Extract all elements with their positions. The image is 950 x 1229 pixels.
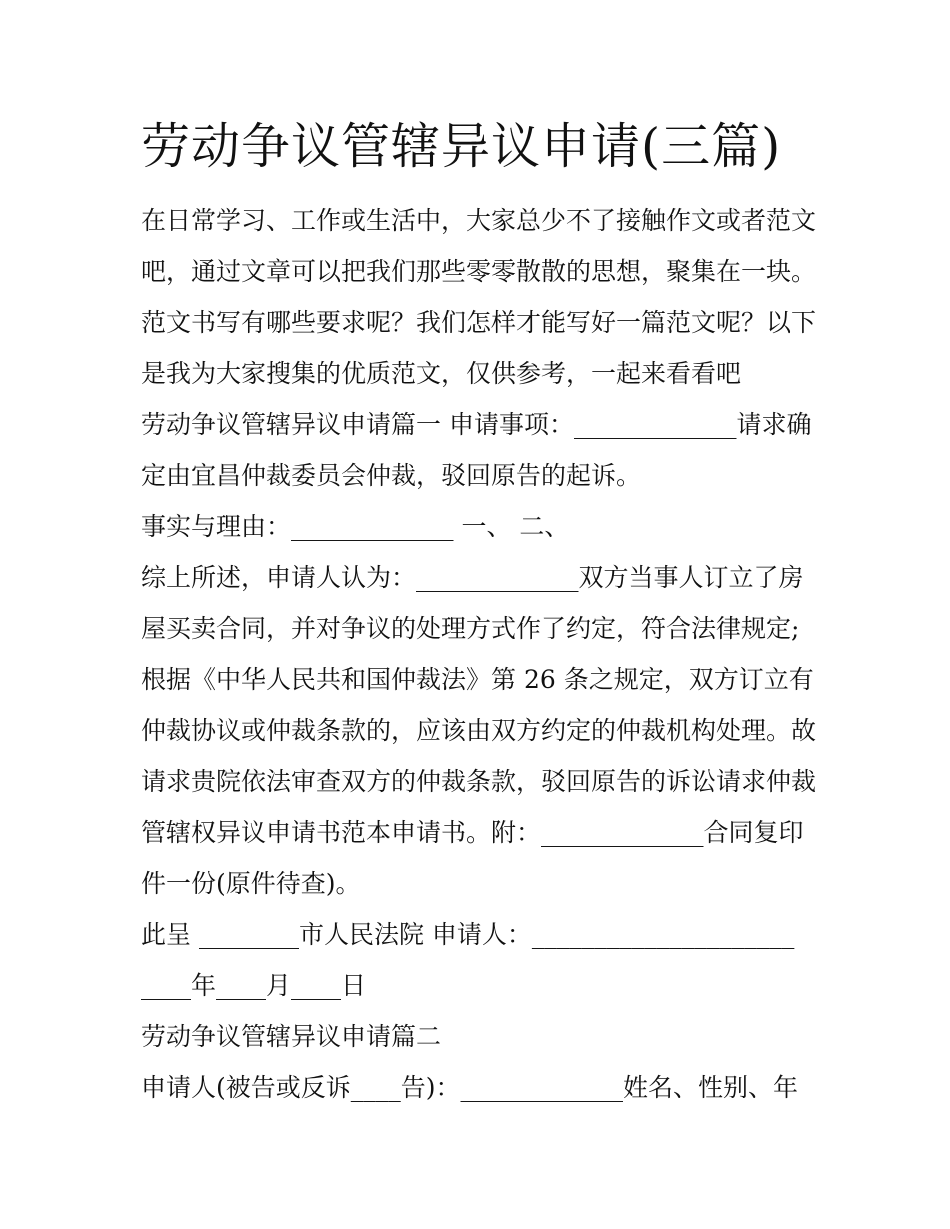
paragraph-line: 是我为大家搜集的优质范文，仅供参考，一起来看看吧 (141, 359, 742, 388)
paragraph-line: 申请人(被告或反诉____告)：_____________姓名、性别、年 (141, 1073, 799, 1102)
paragraph-line: 请求贵院依法审查双方的仲裁条款，驳回原告的诉讼请求仲裁 (141, 767, 817, 796)
paragraph-line: 劳动争议管辖异议申请篇一 申请事项：_____________请求确 (141, 410, 812, 439)
paragraph-line: 定由宜昌仲裁委员会仲裁，驳回原告的起诉。 (141, 461, 642, 490)
paragraph-line: 在日常学习、工作或生活中，大家总少不了接触作文或者范文 (141, 206, 817, 235)
paragraph-line: 屋买卖合同，并对争议的处理方式作了约定，符合法律规定; (141, 614, 800, 643)
paragraph-line: 吧，通过文章可以把我们那些零零散散的思想，聚集在一块。 (141, 257, 817, 286)
paragraph-line: 事实与理由：_____________ 一、 二、 (141, 512, 570, 541)
section-heading: 劳动争议管辖异议申请篇二 (141, 1022, 442, 1051)
paragraph-line: 仲裁协议或仲裁条款的，应该由双方约定的仲裁机构处理。故 (141, 716, 817, 745)
paragraph-line: 此呈 ________市人民法院 申请人：_____________________ (141, 920, 795, 949)
paragraph-line: 管辖权异议申请书范本申请书。附：_____________合同复印 (141, 818, 804, 847)
paragraph-line: 根据《中华人民共和国仲裁法》第 26 条之规定，双方订立有 (141, 665, 814, 694)
paragraph-line: 综上所述，申请人认为：_____________双方当事人订立了房 (141, 563, 804, 592)
paragraph-line: 件一份(原件待查)。 (141, 869, 361, 898)
date-line: ____年____月____日 (141, 971, 367, 1000)
document-title: 劳动争议管辖异议申请(三篇) (141, 118, 782, 175)
paragraph-line: 范文书写有哪些要求呢？我们怎样才能写好一篇范文呢？以下 (141, 308, 817, 337)
